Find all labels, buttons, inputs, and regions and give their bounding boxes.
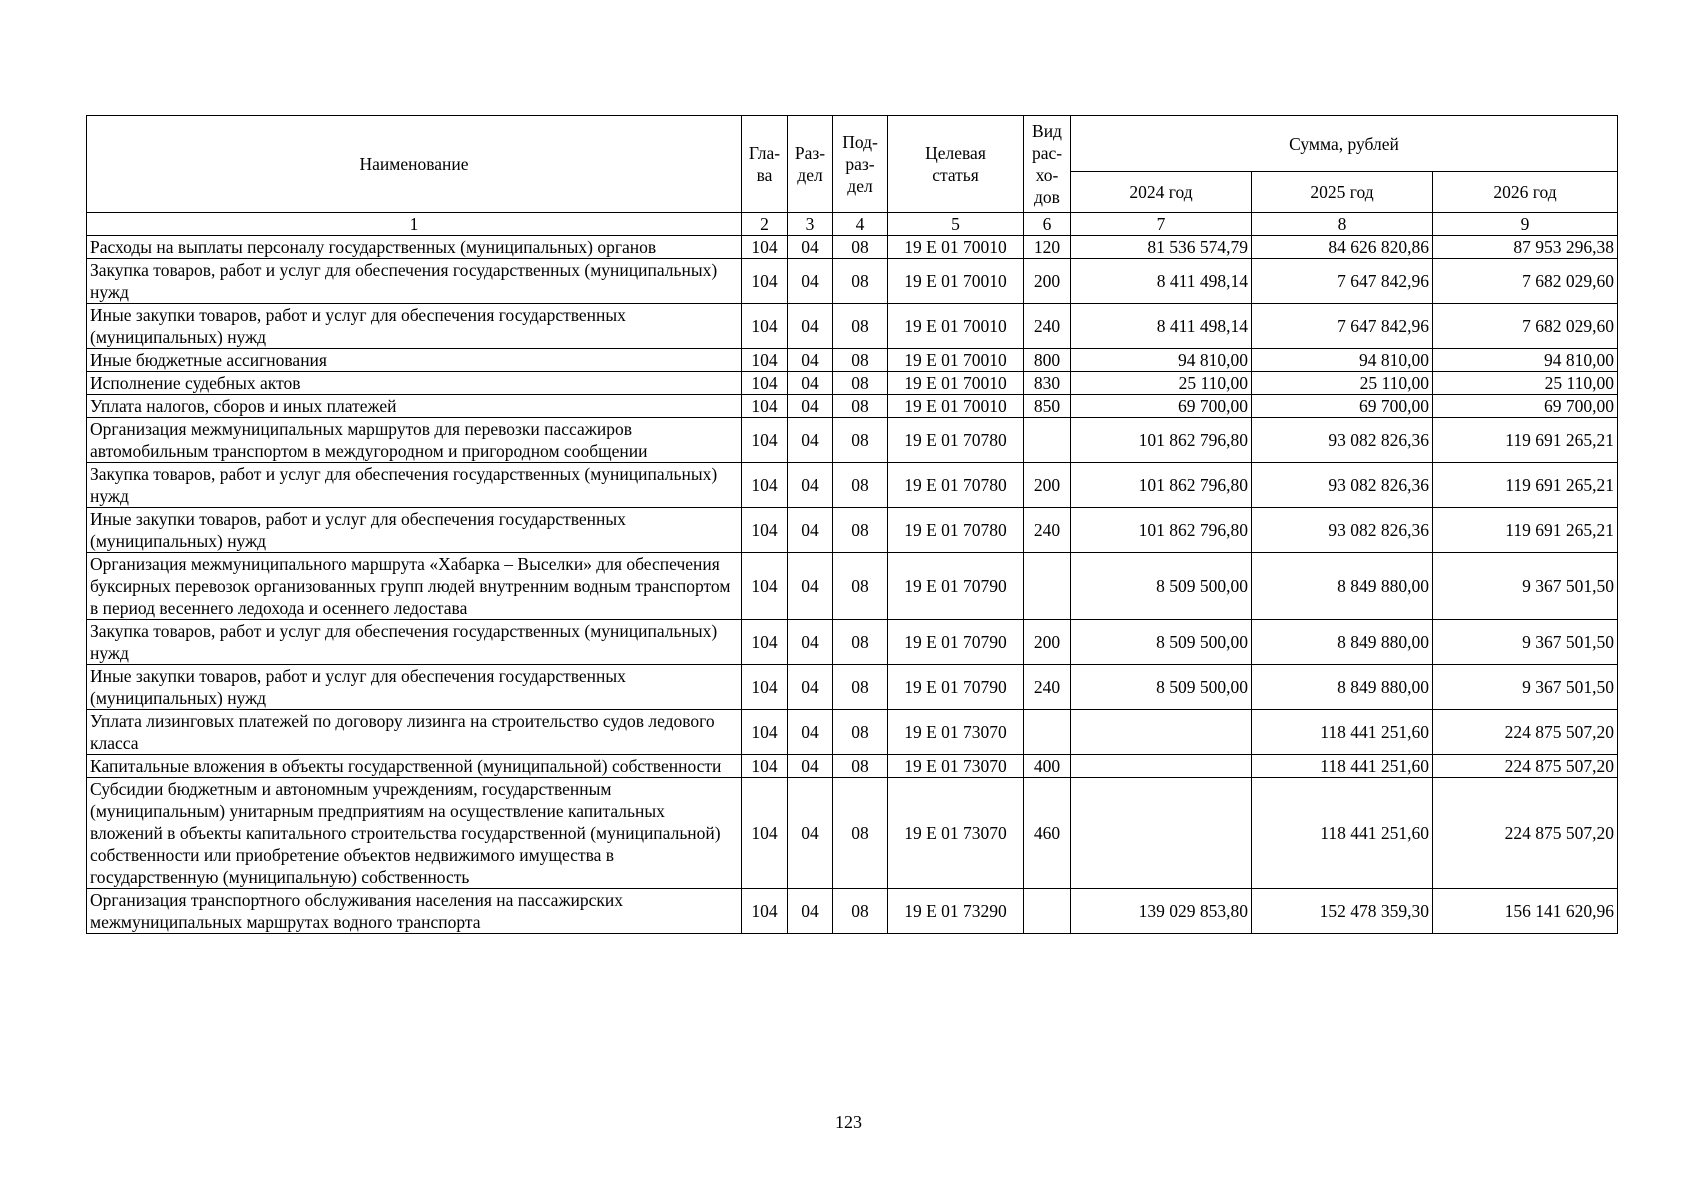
header-summa: Сумма, рублей xyxy=(1071,116,1618,172)
column-number: 4 xyxy=(833,213,888,236)
column-number: 6 xyxy=(1024,213,1071,236)
row-glava: 104 xyxy=(742,620,788,665)
row-name: Иные закупки товаров, работ и услуг для обеспечения государственных (муниципальных) нужд xyxy=(87,304,742,349)
row-name: Исполнение судебных актов xyxy=(87,372,742,395)
row-sum-2025: 7 647 842,96 xyxy=(1252,304,1433,349)
row-name: Закупка товаров, работ и услуг для обеспечения государственных (муниципальных) нужд xyxy=(87,463,742,508)
row-name: Закупка товаров, работ и услуг для обеспечения государственных (муниципальных) нужд xyxy=(87,259,742,304)
table-row xyxy=(87,463,1618,508)
row-podrazdel: 08 xyxy=(833,710,888,755)
row-sum-2025: 8 849 880,00 xyxy=(1252,553,1433,620)
header-year-2024: 2024 год xyxy=(1071,172,1252,213)
row-name: Субсидии бюджетным и автономным учреждениям, государственным (муниципальным) унитарным предприятиям на осуществление капитальных вложений в объекты капитального строительства государственной (муниципальной) собственности или приобретение объектов недвижимого имущества в государственную (муниципальную) собственность xyxy=(87,778,742,889)
column-number: 3 xyxy=(788,213,833,236)
row-podrazdel: 08 xyxy=(833,508,888,553)
row-glava: 104 xyxy=(742,553,788,620)
row-tselevaya-statya: 19 Е 01 70010 xyxy=(888,395,1024,418)
row-razdel: 04 xyxy=(788,349,833,372)
table-row xyxy=(87,418,1618,463)
row-sum-2026: 224 875 507,20 xyxy=(1433,778,1618,889)
row-sum-2026: 87 953 296,38 xyxy=(1433,236,1618,259)
row-tselevaya-statya: 19 Е 01 70780 xyxy=(888,508,1024,553)
table-row xyxy=(87,372,1618,395)
row-razdel: 04 xyxy=(788,259,833,304)
table-row xyxy=(87,778,1618,889)
row-name: Организация межмуниципального маршрута «Хабарка – Выселки» для обеспечения буксирных перевозок организованных групп людей внутренним водным транспортом в период весеннего ледохода и осеннего ледостава xyxy=(87,553,742,620)
row-name: Расходы на выплаты персоналу государственных (муниципальных) органов xyxy=(87,236,742,259)
row-razdel: 04 xyxy=(788,395,833,418)
row-razdel: 04 xyxy=(788,710,833,755)
row-vid-rashodov xyxy=(1024,418,1071,463)
row-vid-rashodov: 400 xyxy=(1024,755,1071,778)
row-tselevaya-statya: 19 Е 01 70790 xyxy=(888,553,1024,620)
row-sum-2024: 69 700,00 xyxy=(1071,395,1252,418)
row-tselevaya-statya: 19 Е 01 70010 xyxy=(888,349,1024,372)
row-sum-2024: 8 411 498,14 xyxy=(1071,259,1252,304)
row-sum-2026: 9 367 501,50 xyxy=(1433,553,1618,620)
table-body xyxy=(87,236,1618,934)
row-sum-2026: 9 367 501,50 xyxy=(1433,620,1618,665)
header-vid-rashodov: Вид рас- хо- дов xyxy=(1024,116,1071,213)
table-row xyxy=(87,710,1618,755)
column-number-row xyxy=(87,213,1618,236)
row-sum-2026: 119 691 265,21 xyxy=(1433,508,1618,553)
row-name: Иные закупки товаров, работ и услуг для обеспечения государственных (муниципальных) нужд xyxy=(87,665,742,710)
row-glava: 104 xyxy=(742,259,788,304)
row-sum-2025: 8 849 880,00 xyxy=(1252,620,1433,665)
row-glava: 104 xyxy=(742,463,788,508)
row-razdel: 04 xyxy=(788,304,833,349)
row-podrazdel: 08 xyxy=(833,395,888,418)
header-podrazdel: Под- раз- дел xyxy=(833,116,888,213)
row-podrazdel: 08 xyxy=(833,463,888,508)
row-podrazdel: 08 xyxy=(833,349,888,372)
row-name: Иные закупки товаров, работ и услуг для обеспечения государственных (муниципальных) нужд xyxy=(87,508,742,553)
row-sum-2025: 69 700,00 xyxy=(1252,395,1433,418)
row-sum-2024: 8 509 500,00 xyxy=(1071,665,1252,710)
row-razdel: 04 xyxy=(788,463,833,508)
row-tselevaya-statya: 19 Е 01 70790 xyxy=(888,620,1024,665)
row-sum-2024 xyxy=(1071,710,1252,755)
row-sum-2024 xyxy=(1071,755,1252,778)
row-razdel: 04 xyxy=(788,665,833,710)
row-sum-2026: 94 810,00 xyxy=(1433,349,1618,372)
row-vid-rashodov xyxy=(1024,553,1071,620)
row-sum-2025: 8 849 880,00 xyxy=(1252,665,1433,710)
table-row xyxy=(87,304,1618,349)
row-podrazdel: 08 xyxy=(833,304,888,349)
header-razdel: Раз- дел xyxy=(788,116,833,213)
row-name: Организация межмуниципальных маршрутов для перевозки пассажиров автомобильным транспортом в междугородном и пригородном сообщении xyxy=(87,418,742,463)
row-vid-rashodov: 200 xyxy=(1024,620,1071,665)
row-tselevaya-statya: 19 Е 01 70010 xyxy=(888,304,1024,349)
row-name: Закупка товаров, работ и услуг для обеспечения государственных (муниципальных) нужд xyxy=(87,620,742,665)
row-sum-2025: 152 478 359,30 xyxy=(1252,889,1433,934)
column-number: 1 xyxy=(87,213,742,236)
row-sum-2025: 93 082 826,36 xyxy=(1252,508,1433,553)
row-sum-2025: 25 110,00 xyxy=(1252,372,1433,395)
row-sum-2024: 101 862 796,80 xyxy=(1071,463,1252,508)
budget-table xyxy=(86,115,1618,934)
row-podrazdel: 08 xyxy=(833,755,888,778)
table-row xyxy=(87,620,1618,665)
row-razdel: 04 xyxy=(788,778,833,889)
column-number: 8 xyxy=(1252,213,1433,236)
header-year-2026: 2026 год xyxy=(1433,172,1618,213)
table-row xyxy=(87,259,1618,304)
row-glava: 104 xyxy=(742,372,788,395)
row-glava: 104 xyxy=(742,418,788,463)
row-vid-rashodov: 240 xyxy=(1024,665,1071,710)
row-tselevaya-statya: 19 Е 01 73070 xyxy=(888,778,1024,889)
row-glava: 104 xyxy=(742,665,788,710)
row-glava: 104 xyxy=(742,778,788,889)
header-name: Наименование xyxy=(87,116,742,213)
row-sum-2026: 156 141 620,96 xyxy=(1433,889,1618,934)
row-razdel: 04 xyxy=(788,236,833,259)
row-name: Организация транспортного обслуживания населения на пассажирских межмуниципальных маршрутах водного транспорта xyxy=(87,889,742,934)
row-sum-2026: 119 691 265,21 xyxy=(1433,418,1618,463)
row-vid-rashodov: 830 xyxy=(1024,372,1071,395)
row-sum-2025: 118 441 251,60 xyxy=(1252,710,1433,755)
table-row xyxy=(87,236,1618,259)
row-vid-rashodov xyxy=(1024,710,1071,755)
row-tselevaya-statya: 19 Е 01 70780 xyxy=(888,418,1024,463)
row-tselevaya-statya: 19 Е 01 70010 xyxy=(888,259,1024,304)
row-glava: 104 xyxy=(742,304,788,349)
row-podrazdel: 08 xyxy=(833,236,888,259)
row-glava: 104 xyxy=(742,710,788,755)
row-podrazdel: 08 xyxy=(833,259,888,304)
row-glava: 104 xyxy=(742,508,788,553)
column-number: 5 xyxy=(888,213,1024,236)
row-name: Уплата лизинговых платежей по договору лизинга на строительство судов ледового класса xyxy=(87,710,742,755)
row-podrazdel: 08 xyxy=(833,620,888,665)
row-sum-2026: 7 682 029,60 xyxy=(1433,304,1618,349)
table-row xyxy=(87,665,1618,710)
row-vid-rashodov: 240 xyxy=(1024,304,1071,349)
row-name: Уплата налогов, сборов и иных платежей xyxy=(87,395,742,418)
row-sum-2024: 101 862 796,80 xyxy=(1071,418,1252,463)
row-razdel: 04 xyxy=(788,755,833,778)
table-row xyxy=(87,395,1618,418)
row-razdel: 04 xyxy=(788,553,833,620)
row-vid-rashodov: 240 xyxy=(1024,508,1071,553)
column-number: 2 xyxy=(742,213,788,236)
row-tselevaya-statya: 19 Е 01 70780 xyxy=(888,463,1024,508)
table-row xyxy=(87,755,1618,778)
row-sum-2025: 93 082 826,36 xyxy=(1252,418,1433,463)
row-sum-2024: 94 810,00 xyxy=(1071,349,1252,372)
row-tselevaya-statya: 19 Е 01 73070 xyxy=(888,710,1024,755)
row-sum-2024: 25 110,00 xyxy=(1071,372,1252,395)
row-podrazdel: 08 xyxy=(833,418,888,463)
row-sum-2025: 7 647 842,96 xyxy=(1252,259,1433,304)
table-row xyxy=(87,508,1618,553)
row-sum-2026: 69 700,00 xyxy=(1433,395,1618,418)
row-glava: 104 xyxy=(742,349,788,372)
row-glava: 104 xyxy=(742,236,788,259)
row-razdel: 04 xyxy=(788,508,833,553)
row-glava: 104 xyxy=(742,395,788,418)
row-tselevaya-statya: 19 Е 01 70790 xyxy=(888,665,1024,710)
row-sum-2025: 118 441 251,60 xyxy=(1252,778,1433,889)
row-razdel: 04 xyxy=(788,889,833,934)
table-row xyxy=(87,889,1618,934)
row-sum-2024: 8 509 500,00 xyxy=(1071,553,1252,620)
row-sum-2024: 81 536 574,79 xyxy=(1071,236,1252,259)
row-podrazdel: 08 xyxy=(833,553,888,620)
row-sum-2024: 8 509 500,00 xyxy=(1071,620,1252,665)
row-tselevaya-statya: 19 Е 01 73070 xyxy=(888,755,1024,778)
row-sum-2026: 119 691 265,21 xyxy=(1433,463,1618,508)
row-sum-2025: 93 082 826,36 xyxy=(1252,463,1433,508)
row-podrazdel: 08 xyxy=(833,665,888,710)
row-sum-2026: 25 110,00 xyxy=(1433,372,1618,395)
row-glava: 104 xyxy=(742,755,788,778)
row-sum-2026: 7 682 029,60 xyxy=(1433,259,1618,304)
row-sum-2024: 101 862 796,80 xyxy=(1071,508,1252,553)
row-sum-2024: 8 411 498,14 xyxy=(1071,304,1252,349)
row-vid-rashodov: 200 xyxy=(1024,463,1071,508)
row-sum-2026: 224 875 507,20 xyxy=(1433,755,1618,778)
row-name: Иные бюджетные ассигнования xyxy=(87,349,742,372)
row-podrazdel: 08 xyxy=(833,372,888,395)
header-year-2025: 2025 год xyxy=(1252,172,1433,213)
row-glava: 104 xyxy=(742,889,788,934)
row-sum-2025: 84 626 820,86 xyxy=(1252,236,1433,259)
row-vid-rashodov: 850 xyxy=(1024,395,1071,418)
row-sum-2024: 139 029 853,80 xyxy=(1071,889,1252,934)
row-podrazdel: 08 xyxy=(833,778,888,889)
row-sum-2026: 9 367 501,50 xyxy=(1433,665,1618,710)
row-razdel: 04 xyxy=(788,372,833,395)
row-tselevaya-statya: 19 Е 01 70010 xyxy=(888,372,1024,395)
row-podrazdel: 08 xyxy=(833,889,888,934)
row-vid-rashodov: 800 xyxy=(1024,349,1071,372)
row-name: Капитальные вложения в объекты государственной (муниципальной) собственности xyxy=(87,755,742,778)
table-row xyxy=(87,553,1618,620)
row-sum-2025: 94 810,00 xyxy=(1252,349,1433,372)
row-tselevaya-statya: 19 Е 01 70010 xyxy=(888,236,1024,259)
row-sum-2026: 224 875 507,20 xyxy=(1433,710,1618,755)
column-number: 7 xyxy=(1071,213,1252,236)
row-tselevaya-statya: 19 Е 01 73290 xyxy=(888,889,1024,934)
row-vid-rashodov xyxy=(1024,889,1071,934)
row-razdel: 04 xyxy=(788,418,833,463)
row-sum-2024 xyxy=(1071,778,1252,889)
page-number: 123 xyxy=(835,1112,862,1132)
row-vid-rashodov: 200 xyxy=(1024,259,1071,304)
row-razdel: 04 xyxy=(788,620,833,665)
row-sum-2025: 118 441 251,60 xyxy=(1252,755,1433,778)
row-vid-rashodov: 460 xyxy=(1024,778,1071,889)
column-number: 9 xyxy=(1433,213,1618,236)
table-row xyxy=(87,349,1618,372)
header-tselevaya-statya: Целевая статья xyxy=(888,116,1024,213)
row-vid-rashodov: 120 xyxy=(1024,236,1071,259)
header-glava: Гла- ва xyxy=(742,116,788,213)
